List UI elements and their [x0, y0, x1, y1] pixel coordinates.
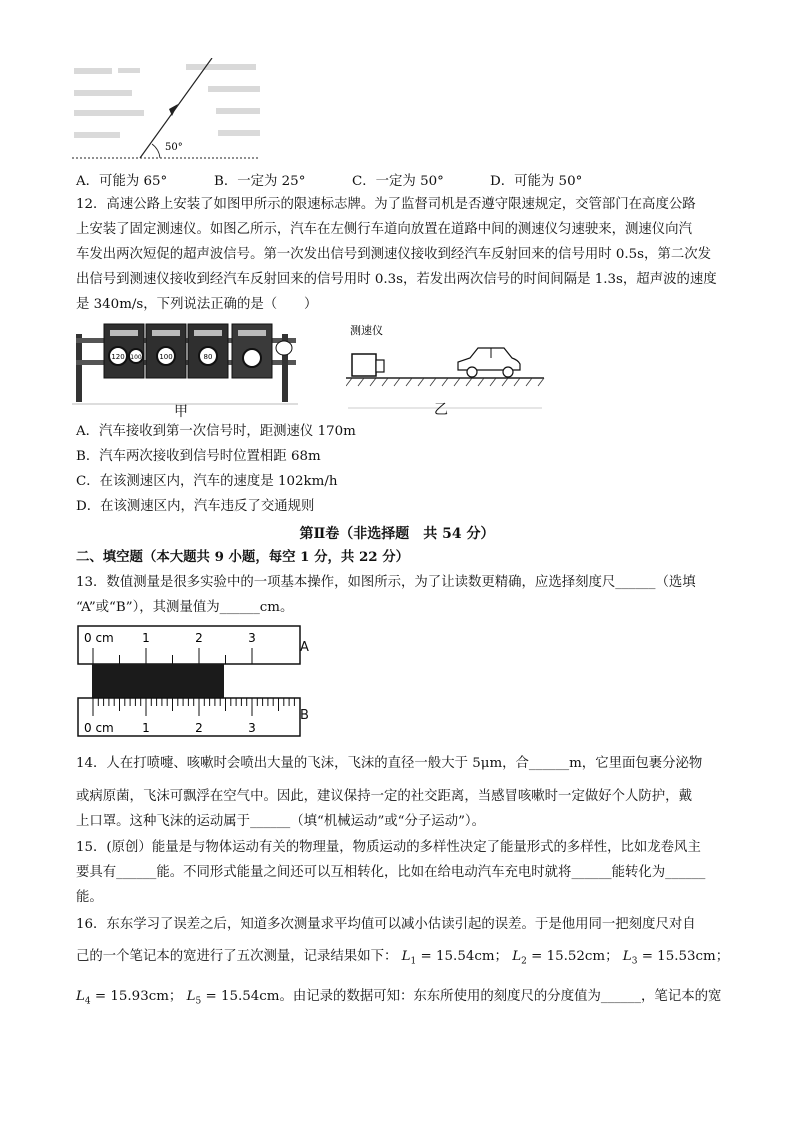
q12-line-1: 12．高速公路上安装了如图甲所示的限速标志牌。为了监督司机是否遵守限速规定，交管部门在高度公路: [76, 197, 696, 212]
ruler-a-unit: 0 cm: [84, 631, 114, 645]
svg-text:1: 1: [142, 631, 150, 645]
q12-figure-jia-label: 甲: [174, 404, 188, 420]
q13-line-2: “A”或“B”），其测量值为______cm。: [76, 600, 294, 615]
q12-option-a: A．汽车接收到第一次信号时，距测速仪 170m: [76, 424, 356, 439]
svg-text:3: 3: [248, 631, 256, 645]
q16-line-2: 己的一个笔记本的宽进行了五次测量，记录结果如下： $L_1 = 15.54cm$； $L_2 = 15.52cm$； $L_3 = 15.53cm$；: [76, 949, 730, 967]
svg-text:120: 120: [111, 353, 125, 361]
q16-measure-1: = 15.54cm；: [420, 949, 508, 964]
q12-option-c: C．在该测速区内，汽车的速度是 102km/h: [76, 474, 338, 489]
q16-line-1: 16．东东学习了误差之后，知道多次测量求平均值可以减小估读引起的误差。于是他用同一把刻度尺对自: [76, 917, 696, 932]
q11-angle-label: 50°: [165, 142, 183, 153]
q15-line-1: 15．(原创）能量是与物体运动有关的物理量，物质运动的多样性决定了能量形式的多样性，比如龙卷风主: [76, 840, 701, 855]
q14-line-2: 或病原菌，飞沫可飘浮在空气中。因此，建议保持一定的社交距离，当感冒咳嗽时一定做好个人防护，戴: [76, 789, 692, 804]
q12-line-3: 车发出两次短促的超声波信号。第一次发出信号到测速仪接收到经汽车反射回来的信号用时 0.5s，第二次发: [76, 247, 711, 262]
q15-line-2: 要具有______能。不同形式能量之间还可以互相转化，比如在给电动汽车充电时就将______能转化为______: [76, 865, 706, 880]
q16-line-3: $L_4 = 15.93cm$； $L_5 = 15.54cm$。由记录的数据可知：东东所使用的刻度尺的分度值为______，笔记本的宽: [76, 989, 722, 1007]
part2-title: 第Ⅱ卷（非选择题 共 54 分）: [299, 526, 495, 542]
q13-line-1: 13．数值测量是很多实验中的一项基本操作，如图所示，为了让读数更精确，应选择刻度尺______（选填: [76, 575, 696, 590]
section-2-heading: 二、填空题（本大题共 9 小题，每空 1 分，共 22 分）: [76, 549, 410, 565]
q16-measure-5: = 15.54cm: [205, 989, 280, 1004]
svg-text:2: 2: [195, 631, 203, 645]
ruler-a-label: A: [300, 640, 309, 655]
svg-text:2: 2: [195, 721, 203, 735]
q12-device-label: 测速仪: [350, 324, 383, 337]
q16-measure-2: = 15.52cm；: [531, 949, 619, 964]
svg-text:3: 3: [248, 721, 256, 735]
svg-text:100: 100: [159, 353, 173, 361]
svg-text:1: 1: [142, 721, 150, 735]
svg-text:80: 80: [203, 353, 213, 361]
q16-measure-4: = 15.93cm；: [94, 989, 183, 1004]
q12-line-4: 出信号到测速仪接收到经汽车反射回来的信号用时 0.3s，若发出两次信号的时间间隔是 1.3s，超声波的速度: [76, 272, 717, 287]
speed-camera-icon: [352, 354, 376, 376]
car-icon: [458, 348, 520, 370]
q13-rulers-figure: [76, 624, 326, 744]
q15-line-3: 能。: [76, 890, 103, 905]
q12-line-2: 上安装了固定测速仪。如图乙所示，汽车在左侧行车道向放置在道路中间的测速仪匀速驶来，测速仪向汽: [76, 222, 692, 237]
q14-line-1: 14．人在打喷嚏、咳嗽时会喷出大量的飞沫，飞沫的直径一般大于 5μm，合______m，它里面包裹分泌物: [76, 756, 703, 771]
ruler-b-unit: 0 cm: [84, 721, 114, 735]
ruler-b-label: B: [300, 708, 309, 723]
measured-object: [92, 664, 224, 698]
q11-option-d: D．可能为 50°: [490, 174, 583, 189]
svg-text:100: 100: [130, 354, 142, 361]
q16-measure-3: = 15.53cm；: [641, 949, 730, 964]
q12-option-d: D．在该测速区内，汽车违反了交通规则: [76, 499, 315, 514]
q12-line-5: 是 340m/s，下列说法正确的是（ ）: [76, 297, 318, 312]
q12-option-b: B．汽车两次接收到信号时位置相距 68m: [76, 449, 321, 464]
q11-figure: [68, 58, 264, 162]
q11-option-b: B．一定为 25°: [214, 174, 306, 189]
q12-figure-yi-label: 乙: [434, 402, 448, 418]
q11-light-ray-diagram: [68, 58, 264, 162]
q14-line-3: 上口罩。这种飞沫的运动属于______（填“机械运动”或“分子运动”）。: [76, 814, 486, 829]
q11-option-a: A．可能为 65°: [76, 174, 168, 189]
q11-option-c: C．一定为 50°: [352, 174, 444, 189]
